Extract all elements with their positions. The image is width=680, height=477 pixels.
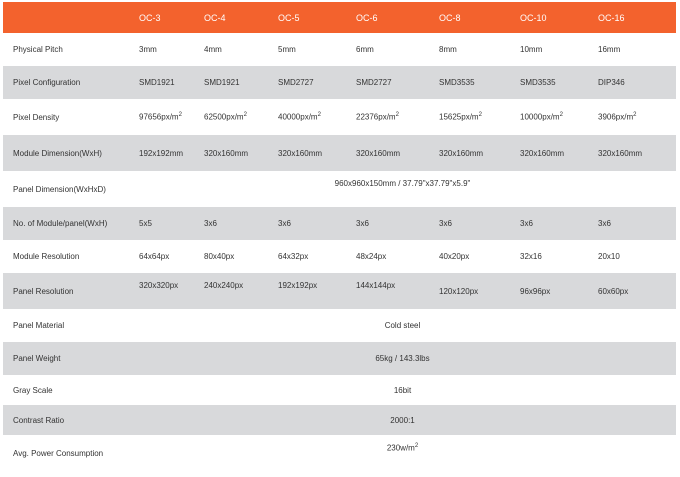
row-pixel-density: [3, 99, 676, 135]
header-empty-cell: [3, 2, 129, 33]
row-panel-resolution: [3, 273, 676, 309]
cell-value: SMD3535: [439, 78, 475, 87]
cell-value-merged: [129, 435, 676, 471]
header-model-oc-16: OC-16: [598, 12, 625, 23]
cell-value: 40x20px: [439, 252, 470, 261]
cell-value: 4mm: [204, 45, 222, 54]
cell-value: SMD1921: [204, 78, 240, 87]
superscript: 2: [559, 112, 563, 119]
cell-value: 5x5: [139, 219, 152, 228]
header-model-oc-8: OC-8: [439, 12, 461, 23]
cell-value: 240x240px: [204, 281, 244, 290]
cell-value: 3x6: [520, 219, 533, 228]
cell-value: 60x60px: [598, 286, 629, 296]
cell-value: [268, 99, 346, 135]
cell-value: 8mm: [439, 45, 457, 54]
row-label: Physical Pitch: [13, 45, 63, 54]
cell-value: 320x160mm: [278, 148, 323, 158]
cell-value: [429, 99, 510, 135]
row-label: Panel Weight: [13, 354, 61, 363]
cell-value: [588, 99, 676, 135]
cell-value: [129, 99, 194, 135]
cell-value: 320x160mm: [204, 148, 249, 158]
specifications-table: [3, 2, 676, 471]
cell-value: 320x160mm: [520, 148, 565, 158]
cell-value: 144x144px: [356, 281, 396, 290]
row-label: Panel Dimension(WxHxD): [13, 184, 106, 194]
row-label: Pixel Density: [13, 112, 60, 122]
cell-value: 120x120px: [439, 286, 479, 296]
cell-value: [510, 99, 588, 135]
row-label: No. of Module/panel(WxH): [13, 219, 108, 228]
density-value: 22376px/m: [356, 112, 396, 122]
cell-value: 80x40px: [204, 252, 235, 261]
cell-value: 5mm: [278, 45, 296, 54]
header-model-oc-5: OC-5: [278, 12, 300, 23]
cell-value: 3x6: [439, 219, 452, 228]
row-label: Panel Resolution: [13, 286, 74, 296]
power-value: 230w/m: [386, 443, 415, 453]
cell-value: 320x160mm: [439, 148, 484, 158]
cell-value: 32x16: [520, 252, 542, 261]
cell-value-merged: Cold steel: [384, 321, 421, 330]
row-gray-scale: [3, 375, 676, 405]
cell-value: 64x32px: [278, 252, 309, 261]
row-label: Pixel Configuration: [13, 78, 81, 87]
cell-value: [194, 99, 268, 135]
cell-value: 10mm: [520, 45, 543, 54]
cell-value-merged: 960x960x150mm / 37.79"x37.79"x5.9": [334, 179, 471, 188]
density-value: 3906px/m: [598, 112, 634, 122]
superscript: 2: [633, 112, 637, 119]
cell-value: 3x6: [204, 219, 217, 228]
table-header-row: [3, 2, 676, 33]
density-value: 62500px/m: [204, 112, 244, 122]
row-label: Panel Material: [13, 321, 65, 330]
cell-value: 192x192px: [278, 281, 318, 290]
cell-value: SMD2727: [356, 78, 392, 87]
row-panel-weight: [3, 342, 676, 375]
cell-value: 320x160mm: [356, 148, 401, 158]
row-panel-dimension: [3, 171, 676, 207]
cell-value: 3mm: [139, 45, 157, 54]
cell-value: SMD3535: [520, 78, 556, 87]
superscript: 2: [317, 112, 321, 119]
cell-value: 192x192mm: [139, 148, 184, 158]
density-value: 97656px/m: [139, 112, 179, 122]
superscript: 2: [395, 112, 399, 119]
header-model-oc-3: OC-3: [139, 12, 161, 23]
cell-value: 3x6: [278, 219, 291, 228]
row-label: Module Resolution: [13, 252, 80, 261]
cell-value: 320x160mm: [598, 148, 643, 158]
superscript: 2: [414, 443, 419, 449]
cell-value: 6mm: [356, 45, 374, 54]
row-modules-per-panel: [3, 207, 676, 240]
cell-value: 20x10: [598, 252, 620, 261]
cell-value-merged: 65kg / 143.3lbs: [375, 354, 430, 363]
row-label: Contrast Ratio: [13, 415, 65, 425]
row-pixel-configuration: [3, 66, 676, 99]
cell-value: 3x6: [598, 219, 611, 228]
header-model-oc-4: OC-4: [204, 12, 226, 23]
cell-value: 16mm: [598, 45, 621, 54]
cell-value: DIP346: [598, 78, 625, 87]
superscript: 2: [178, 112, 182, 119]
cell-value: 320x320px: [139, 281, 179, 290]
cell-value-merged: 2000:1: [390, 415, 415, 425]
row-panel-material: [3, 309, 676, 342]
row-label: Gray Scale: [13, 385, 53, 395]
cell-value: 48x24px: [356, 252, 387, 261]
header-model-oc-10: OC-10: [520, 12, 547, 23]
cell-value-merged: 16bit: [393, 385, 412, 395]
cell-value: 96x96px: [520, 286, 551, 296]
row-contrast-ratio: [3, 405, 676, 435]
row-module-dimension: [3, 135, 676, 171]
cell-value: 3x6: [356, 219, 369, 228]
row-label: Avg. Power Consumption: [13, 448, 104, 458]
density-value: 10000px/m: [520, 112, 560, 122]
cell-value: [346, 99, 429, 135]
header-model-oc-6: OC-6: [356, 12, 378, 23]
row-module-resolution: [3, 240, 676, 273]
row-label: Module Dimension(WxH): [13, 148, 102, 158]
superscript: 2: [243, 112, 247, 119]
superscript: 2: [478, 112, 482, 119]
cell-value: SMD2727: [278, 78, 314, 87]
density-value: 15625px/m: [439, 112, 479, 122]
cell-value: SMD1921: [139, 78, 175, 87]
density-value: 40000px/m: [278, 112, 318, 122]
row-physical-pitch: [3, 33, 676, 66]
row-avg-power: [3, 435, 676, 471]
cell-value: 64x64px: [139, 252, 170, 261]
